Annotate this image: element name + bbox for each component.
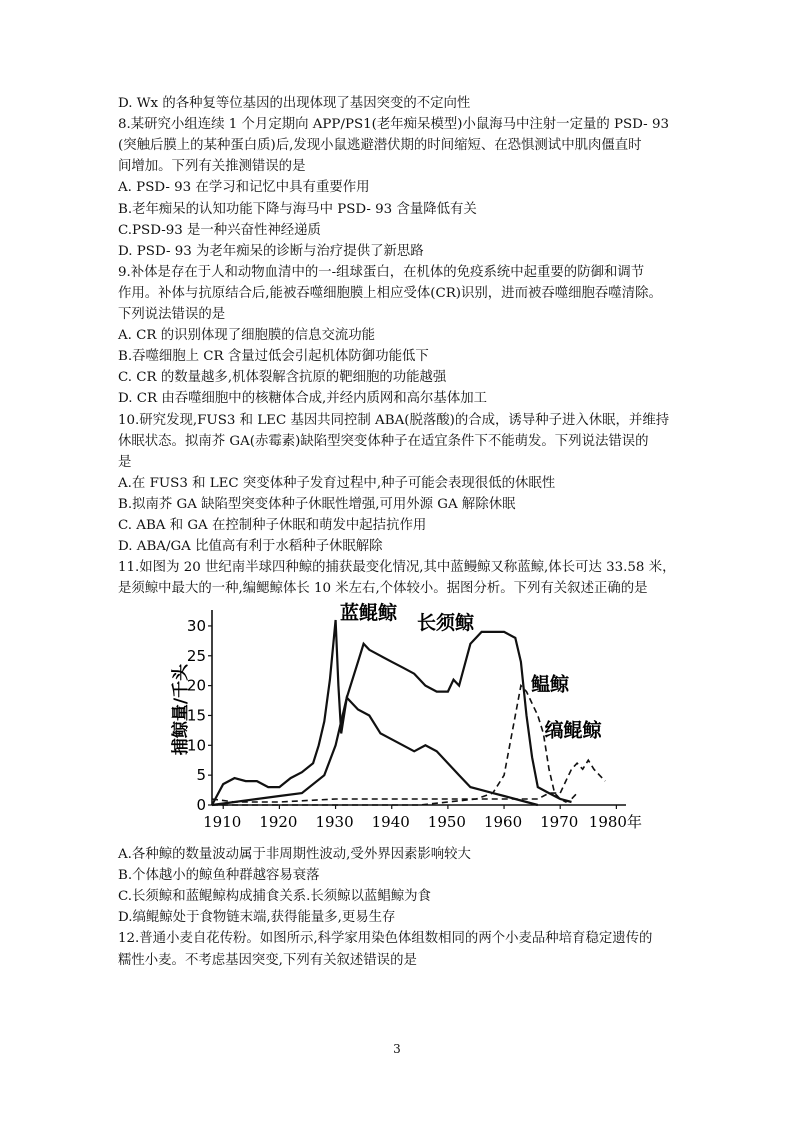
- text-line: D. CR 由吞噬细胞中的核糖体合成,并经内质网和高尔基体加工: [118, 391, 487, 407]
- series-label-blue: 蓝鲲鲸: [340, 601, 398, 624]
- text-line: 12.普通小麦自花传粉。如图所示,科学家用染色体组数相同的两个小麦品种培育稳定遗传的: [118, 931, 653, 947]
- y-axis-label: 捕鲸量/千头: [171, 663, 191, 756]
- text-line: A. PSD- 93 在学习和记忆中具有重要作用: [118, 180, 370, 196]
- series-line-0: [212, 620, 538, 805]
- text-line: 休眠状态。拟南芥 GA(赤霉素)缺陷型突变体种子在适宜条件下不能萌发。下列说法错误的: [118, 433, 649, 449]
- text-line: D. ABA/GA 比值高有利于水稻种子休眠解除: [118, 539, 383, 555]
- text-line: 下列说法错误的是: [118, 307, 226, 322]
- x-tick-label: 1940: [371, 813, 410, 831]
- text-line: A. CR 的识别体现了细胞膜的信息交流功能: [118, 328, 376, 344]
- series-label-fin: 长须鲸: [417, 611, 475, 634]
- text-line: 作用。补体与抗原结合后,能被吞噬细胞膜上相应受体(CR)识别，进而被吞噬细胞吞噬清除。: [118, 285, 662, 301]
- text-line: A.各种鲸的数量波动属于非周期性波动,受外界因素影响较大: [118, 847, 471, 862]
- y-tick-label: 0: [196, 796, 206, 814]
- y-tick-label: 20: [186, 676, 206, 695]
- text-line: 11.如图为 20 世纪南半球四种鲸的捕获最变化情况,其中蓝鳗鲸又称蓝鲸,体长可达 33.58 米，: [118, 560, 676, 576]
- text-line: B.拟南芥 GA 缺陷型突变体种子休眠性增强,可用外源 GA 解除休眠: [118, 496, 516, 512]
- x-tick-label: 1910: [203, 813, 242, 831]
- text-line: 9.补体是存在于人和动物血清中的一-组球蛋白，在机体的免疫系统中起重要的防御和调节: [118, 264, 645, 280]
- y-tick-label: 5: [196, 766, 206, 785]
- x-tick-label: 1950: [427, 813, 466, 831]
- text-line: C.PSD-93 是一种兴奋性神经递质: [118, 222, 321, 238]
- series-line-1: [212, 632, 572, 805]
- x-tick-label: 1970: [540, 813, 579, 831]
- page-number: 3: [393, 1042, 401, 1056]
- y-tick-label: 10: [186, 736, 206, 755]
- text-line: (突触后膜上的某种蛋白质)后,发现小鼠逃避潜伏期的时间缩短、在恐惧测试中肌肉僵直时: [118, 138, 642, 154]
- text-line: B.吞噬细胞上 CR 含量过低会引起机体防御功能低下: [118, 349, 429, 365]
- series-line-3: [212, 760, 605, 802]
- text-line: D. Wx 的各种复等位基因的出现体现了基因突变的不定向性: [118, 96, 471, 111]
- y-tick-label: 15: [186, 706, 206, 725]
- text-line: 10.研究发现,FUS3 和 LEC 基因共同控制 ABA(脱落酸)的合成，诱导种子进入休眠，并维持: [118, 412, 670, 428]
- chart-svg: [118, 600, 674, 846]
- x-tick-label: 1930: [315, 813, 354, 831]
- text-line: 8.某研究小组连续 1 个月定期向 APP/PS1(老年痴呆模型)小鼠海马中注射一定量的 PSD- 93: [118, 117, 669, 133]
- text-line: B.老年痴呆的认知功能下降与海马中 PSD- 93 含量降低有关: [118, 201, 477, 217]
- text-line: C. ABA 和 GA 在控制种子休眠和萌发中起拮抗作用: [118, 518, 427, 533]
- series-label-minke: 缟鲲鲸: [544, 719, 602, 742]
- text-line: A.在 FUS3 和 LEC 突变体种子发育过程中,种子可能会表现很低的休眠性: [118, 475, 556, 491]
- x-tick-label: 1920: [259, 813, 298, 831]
- whale-catch-chart: [118, 600, 674, 846]
- series-label-sei: 鳁鲸: [531, 673, 570, 696]
- text-line: 间增加。下列有关推测错误的是: [118, 159, 306, 175]
- text-line: D. PSD- 93 为老年痴呆的诊断与治疗提供了新思路: [118, 243, 424, 259]
- text-line: B.个体越小的鲸鱼种群越容易衰落: [118, 868, 320, 884]
- y-tick-label: 25: [186, 646, 206, 665]
- x-tick-label: 1980年: [588, 813, 642, 831]
- y-tick-label: 30: [186, 616, 206, 635]
- text-line: 糯性小麦。不考虑基因突变,下列有关叙述错误的是: [118, 952, 417, 968]
- text-line: C. CR 的数量越多,机体裂解含抗原的靶细胞的功能越强: [118, 370, 447, 386]
- text-line: 是须鲸中最大的一种,编鳃鲸体长 10 米左右,个体较小。据图分析。下列有关叙述正确的是: [118, 581, 648, 597]
- x-tick-label: 1960: [483, 813, 523, 831]
- text-line: C.长须鲸和蓝鲲鲸构成捕食关系.长须鲸以蓝鲳鲸为食: [118, 889, 431, 905]
- text-line: D.缟鲲鲸处于食物链末端,获得能量多,更易生存: [118, 910, 396, 926]
- text-line: 是: [118, 454, 132, 470]
